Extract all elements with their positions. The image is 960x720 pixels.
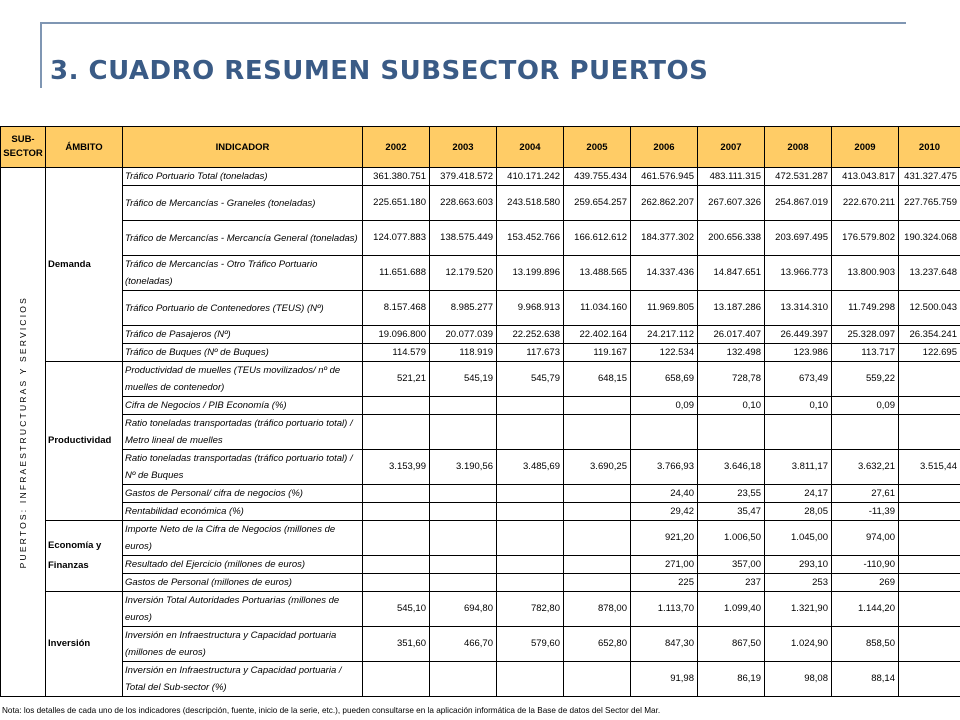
- value-cell: [564, 415, 631, 450]
- page-title: 3. CUADRO RESUMEN SUBSECTOR PUERTOS: [50, 56, 709, 86]
- summary-table-container: [0, 126, 960, 697]
- table-row: [1, 326, 960, 344]
- table-row: [1, 186, 960, 221]
- value-cell: [899, 362, 960, 397]
- value-cell: 12.500.043: [899, 291, 960, 326]
- indicator-cell: Gastos de Personal/ cifra de negocios (%): [123, 485, 363, 503]
- indicator-cell: Ratio toneladas transportadas (tráfico portuario total) / Nº de Buques: [123, 450, 363, 485]
- value-cell: 357,00: [698, 556, 765, 574]
- value-cell: 12.179.520: [430, 256, 497, 291]
- value-cell: 24,17: [765, 485, 832, 503]
- value-cell: 921,20: [631, 521, 698, 556]
- value-cell: 3.485,69: [497, 450, 564, 485]
- value-cell: 13.187.286: [698, 291, 765, 326]
- value-cell: 410.171.242: [497, 168, 564, 186]
- value-cell: 13.314.310: [765, 291, 832, 326]
- value-cell: 25.328.097: [832, 326, 899, 344]
- value-cell: 431.327.475: [899, 168, 960, 186]
- value-cell: 117.673: [497, 344, 564, 362]
- value-cell: 1.099,40: [698, 592, 765, 627]
- value-cell: 867,50: [698, 627, 765, 662]
- value-cell: 545,10: [363, 592, 430, 627]
- value-cell: 119.167: [564, 344, 631, 362]
- value-cell: 14.847.651: [698, 256, 765, 291]
- value-cell: [363, 485, 430, 503]
- value-cell: [497, 574, 564, 592]
- value-cell: 98,08: [765, 662, 832, 697]
- value-cell: 11.749.298: [832, 291, 899, 326]
- indicator-cell: Tráfico Portuario Total (toneladas): [123, 168, 363, 186]
- value-cell: 24.217.112: [631, 326, 698, 344]
- ambito-cell: Inversión: [46, 592, 123, 697]
- value-cell: 227.765.759: [899, 186, 960, 221]
- value-cell: 13.237.648: [899, 256, 960, 291]
- value-cell: 3.766,93: [631, 450, 698, 485]
- value-cell: [497, 397, 564, 415]
- value-cell: 1.045,00: [765, 521, 832, 556]
- value-cell: 166.612.612: [564, 221, 631, 256]
- value-cell: 545,19: [430, 362, 497, 397]
- value-cell: 26.449.397: [765, 326, 832, 344]
- header-sub-sector: SUB-SECTOR: [1, 127, 46, 168]
- value-cell: [430, 556, 497, 574]
- value-cell: [497, 415, 564, 450]
- value-cell: [698, 415, 765, 450]
- value-cell: [899, 627, 960, 662]
- indicator-cell: Productividad de muelles (TEUs movilizados/ nº de muelles de contenedor): [123, 362, 363, 397]
- value-cell: [564, 485, 631, 503]
- value-cell: 35,47: [698, 503, 765, 521]
- value-cell: 237: [698, 574, 765, 592]
- header-year: 2005: [564, 127, 631, 168]
- value-cell: [564, 521, 631, 556]
- value-cell: 782,80: [497, 592, 564, 627]
- indicator-cell: Tráfico de Pasajeros (Nº): [123, 326, 363, 344]
- ambito-cell: Demanda: [46, 168, 123, 362]
- footnote: Nota: los detalles de cada uno de los indicadores (descripción, fuente, inicio de la serie, etc.), pueden consultarse en la aplicación informática de la Base de datos del Sector del Mar.: [2, 706, 661, 715]
- value-cell: 648,15: [564, 362, 631, 397]
- header-indicador: INDICADOR: [123, 127, 363, 168]
- value-cell: 13.199.896: [497, 256, 564, 291]
- value-cell: 0,09: [631, 397, 698, 415]
- table-header-row: [1, 127, 960, 168]
- value-cell: 225: [631, 574, 698, 592]
- value-cell: 3.515,44: [899, 450, 960, 485]
- indicator-cell: Rentabilidad económica (%): [123, 503, 363, 521]
- value-cell: 545,79: [497, 362, 564, 397]
- value-cell: 0,09: [832, 397, 899, 415]
- value-cell: 652,80: [564, 627, 631, 662]
- indicator-cell: Tráfico de Mercancías - Graneles (toneladas): [123, 186, 363, 221]
- decorative-left-line: [40, 24, 42, 88]
- value-cell: 271,00: [631, 556, 698, 574]
- value-cell: 3.153,99: [363, 450, 430, 485]
- value-cell: 203.697.495: [765, 221, 832, 256]
- value-cell: 132.498: [698, 344, 765, 362]
- value-cell: [363, 397, 430, 415]
- value-cell: 123.986: [765, 344, 832, 362]
- value-cell: 1.144,20: [832, 592, 899, 627]
- value-cell: [363, 662, 430, 697]
- value-cell: [564, 397, 631, 415]
- value-cell: [363, 556, 430, 574]
- value-cell: 259.654.257: [564, 186, 631, 221]
- table-row: [1, 627, 960, 662]
- value-cell: 3.632,21: [832, 450, 899, 485]
- value-cell: [497, 521, 564, 556]
- value-cell: 13.800.903: [832, 256, 899, 291]
- value-cell: [430, 574, 497, 592]
- header-year: 2010: [899, 127, 960, 168]
- value-cell: [497, 503, 564, 521]
- table-row: [1, 450, 960, 485]
- header-year: 2008: [765, 127, 832, 168]
- value-cell: [430, 503, 497, 521]
- value-cell: 225.651.180: [363, 186, 430, 221]
- indicator-cell: Tráfico de Mercancías - Mercancía General (toneladas): [123, 221, 363, 256]
- header-ambito: ÁMBITO: [46, 127, 123, 168]
- value-cell: 19.096.800: [363, 326, 430, 344]
- indicator-cell: Inversión en Infraestructura y Capacidad portuaria / Total del Sub-sector (%): [123, 662, 363, 697]
- table-row: [1, 592, 960, 627]
- value-cell: 11.969.805: [631, 291, 698, 326]
- value-cell: 118.919: [430, 344, 497, 362]
- value-cell: 28,05: [765, 503, 832, 521]
- table-row: [1, 503, 960, 521]
- value-cell: [363, 521, 430, 556]
- value-cell: [899, 503, 960, 521]
- value-cell: 658,69: [631, 362, 698, 397]
- indicator-cell: Cifra de Negocios / PIB Economía (%): [123, 397, 363, 415]
- value-cell: 14.337.436: [631, 256, 698, 291]
- value-cell: 439.755.434: [564, 168, 631, 186]
- value-cell: 461.576.945: [631, 168, 698, 186]
- value-cell: 13.488.565: [564, 256, 631, 291]
- value-cell: 1.024,90: [765, 627, 832, 662]
- value-cell: 379.418.572: [430, 168, 497, 186]
- indicator-cell: Inversión Total Autoridades Portuarias (millones de euros): [123, 592, 363, 627]
- value-cell: 222.670.211: [832, 186, 899, 221]
- table-row: [1, 221, 960, 256]
- value-cell: 472.531.287: [765, 168, 832, 186]
- value-cell: 88,14: [832, 662, 899, 697]
- value-cell: 413.043.817: [832, 168, 899, 186]
- table-row: [1, 344, 960, 362]
- table-row: [1, 521, 960, 556]
- header-year: 2007: [698, 127, 765, 168]
- value-cell: 23,55: [698, 485, 765, 503]
- summary-table: [0, 126, 960, 697]
- value-cell: 124.077.883: [363, 221, 430, 256]
- value-cell: 27,61: [832, 485, 899, 503]
- value-cell: 91,98: [631, 662, 698, 697]
- value-cell: [899, 397, 960, 415]
- value-cell: 3.646,18: [698, 450, 765, 485]
- value-cell: 228.663.603: [430, 186, 497, 221]
- value-cell: 26.354.241: [899, 326, 960, 344]
- value-cell: [430, 485, 497, 503]
- value-cell: 20.077.039: [430, 326, 497, 344]
- header-year: 2009: [832, 127, 899, 168]
- value-cell: 878,00: [564, 592, 631, 627]
- value-cell: 3.690,25: [564, 450, 631, 485]
- indicator-cell: Tráfico de Buques (Nº de Buques): [123, 344, 363, 362]
- table-row: [1, 415, 960, 450]
- value-cell: 0,10: [698, 397, 765, 415]
- value-cell: [899, 521, 960, 556]
- value-cell: [899, 662, 960, 697]
- ambito-cell: Productividad: [46, 362, 123, 521]
- value-cell: 269: [832, 574, 899, 592]
- indicator-cell: Tráfico de Mercancías - Otro Tráfico Portuario (toneladas): [123, 256, 363, 291]
- value-cell: 559,22: [832, 362, 899, 397]
- sub-sector-cell: [1, 168, 46, 697]
- value-cell: 138.575.449: [430, 221, 497, 256]
- value-cell: 1.113,70: [631, 592, 698, 627]
- table-row: [1, 256, 960, 291]
- indicator-cell: Inversión en Infraestructura y Capacidad portuaria (millones de euros): [123, 627, 363, 662]
- value-cell: [430, 397, 497, 415]
- value-cell: -11,39: [832, 503, 899, 521]
- value-cell: 974,00: [832, 521, 899, 556]
- value-cell: 0,10: [765, 397, 832, 415]
- header-year: 2006: [631, 127, 698, 168]
- value-cell: 9.968.913: [497, 291, 564, 326]
- value-cell: 29,42: [631, 503, 698, 521]
- value-cell: 361.380.751: [363, 168, 430, 186]
- value-cell: 728,78: [698, 362, 765, 397]
- value-cell: [765, 415, 832, 450]
- value-cell: [631, 415, 698, 450]
- value-cell: 243.518.580: [497, 186, 564, 221]
- value-cell: 176.579.802: [832, 221, 899, 256]
- value-cell: [363, 574, 430, 592]
- indicator-cell: Ratio toneladas transportadas (tráfico portuario total) / Metro lineal de muelles: [123, 415, 363, 450]
- value-cell: 253: [765, 574, 832, 592]
- value-cell: -110,90: [832, 556, 899, 574]
- value-cell: [899, 556, 960, 574]
- value-cell: [430, 415, 497, 450]
- value-cell: [363, 415, 430, 450]
- header-year: 2004: [497, 127, 564, 168]
- indicator-cell: Importe Neto de la Cifra de Negocios (millones de euros): [123, 521, 363, 556]
- value-cell: 267.607.326: [698, 186, 765, 221]
- table-row: [1, 397, 960, 415]
- value-cell: [497, 485, 564, 503]
- value-cell: 466,70: [430, 627, 497, 662]
- value-cell: 22.402.164: [564, 326, 631, 344]
- value-cell: 3.811,17: [765, 450, 832, 485]
- value-cell: 1.006,50: [698, 521, 765, 556]
- value-cell: 8.985.277: [430, 291, 497, 326]
- header-year: 2002: [363, 127, 430, 168]
- value-cell: 673,49: [765, 362, 832, 397]
- value-cell: [899, 415, 960, 450]
- indicator-cell: Tráfico Portuario de Contenedores (TEUS) (Nº): [123, 291, 363, 326]
- value-cell: 483.111.315: [698, 168, 765, 186]
- value-cell: 122.695: [899, 344, 960, 362]
- value-cell: [564, 574, 631, 592]
- value-cell: 13.966.773: [765, 256, 832, 291]
- value-cell: 114.579: [363, 344, 430, 362]
- table-row: [1, 556, 960, 574]
- value-cell: 293,10: [765, 556, 832, 574]
- indicator-cell: Resultado del Ejercicio (millones de euros): [123, 556, 363, 574]
- value-cell: 113.717: [832, 344, 899, 362]
- value-cell: 11.034.160: [564, 291, 631, 326]
- value-cell: 351,60: [363, 627, 430, 662]
- value-cell: 858,50: [832, 627, 899, 662]
- table-row: [1, 662, 960, 697]
- value-cell: 184.377.302: [631, 221, 698, 256]
- value-cell: 521,21: [363, 362, 430, 397]
- value-cell: 22.252.638: [497, 326, 564, 344]
- header-year: 2003: [430, 127, 497, 168]
- value-cell: [564, 503, 631, 521]
- value-cell: 122.534: [631, 344, 698, 362]
- value-cell: [497, 556, 564, 574]
- table-row: [1, 168, 960, 186]
- value-cell: 24,40: [631, 485, 698, 503]
- value-cell: [564, 662, 631, 697]
- value-cell: [430, 662, 497, 697]
- table-row: [1, 291, 960, 326]
- value-cell: 8.157.468: [363, 291, 430, 326]
- value-cell: 694,80: [430, 592, 497, 627]
- sub-sector-label: PUERTOS: INFRAESTRUCTURAS Y SERVICIOS: [18, 295, 28, 569]
- value-cell: [430, 521, 497, 556]
- value-cell: 254.867.019: [765, 186, 832, 221]
- value-cell: [497, 662, 564, 697]
- value-cell: 190.324.068: [899, 221, 960, 256]
- value-cell: 262.862.207: [631, 186, 698, 221]
- value-cell: [899, 574, 960, 592]
- value-cell: 26.017.407: [698, 326, 765, 344]
- value-cell: [899, 485, 960, 503]
- decorative-top-line: [40, 22, 906, 24]
- value-cell: 86,19: [698, 662, 765, 697]
- value-cell: 153.452.766: [497, 221, 564, 256]
- value-cell: [363, 503, 430, 521]
- value-cell: 847,30: [631, 627, 698, 662]
- value-cell: 200.656.338: [698, 221, 765, 256]
- value-cell: 579,60: [497, 627, 564, 662]
- value-cell: 1.321,90: [765, 592, 832, 627]
- value-cell: [564, 556, 631, 574]
- value-cell: [899, 592, 960, 627]
- ambito-cell: Economía y Finanzas: [46, 521, 123, 592]
- table-row: [1, 574, 960, 592]
- value-cell: [832, 415, 899, 450]
- value-cell: 3.190,56: [430, 450, 497, 485]
- indicator-cell: Gastos de Personal (millones de euros): [123, 574, 363, 592]
- value-cell: 11.651.688: [363, 256, 430, 291]
- table-row: [1, 485, 960, 503]
- table-row: [1, 362, 960, 397]
